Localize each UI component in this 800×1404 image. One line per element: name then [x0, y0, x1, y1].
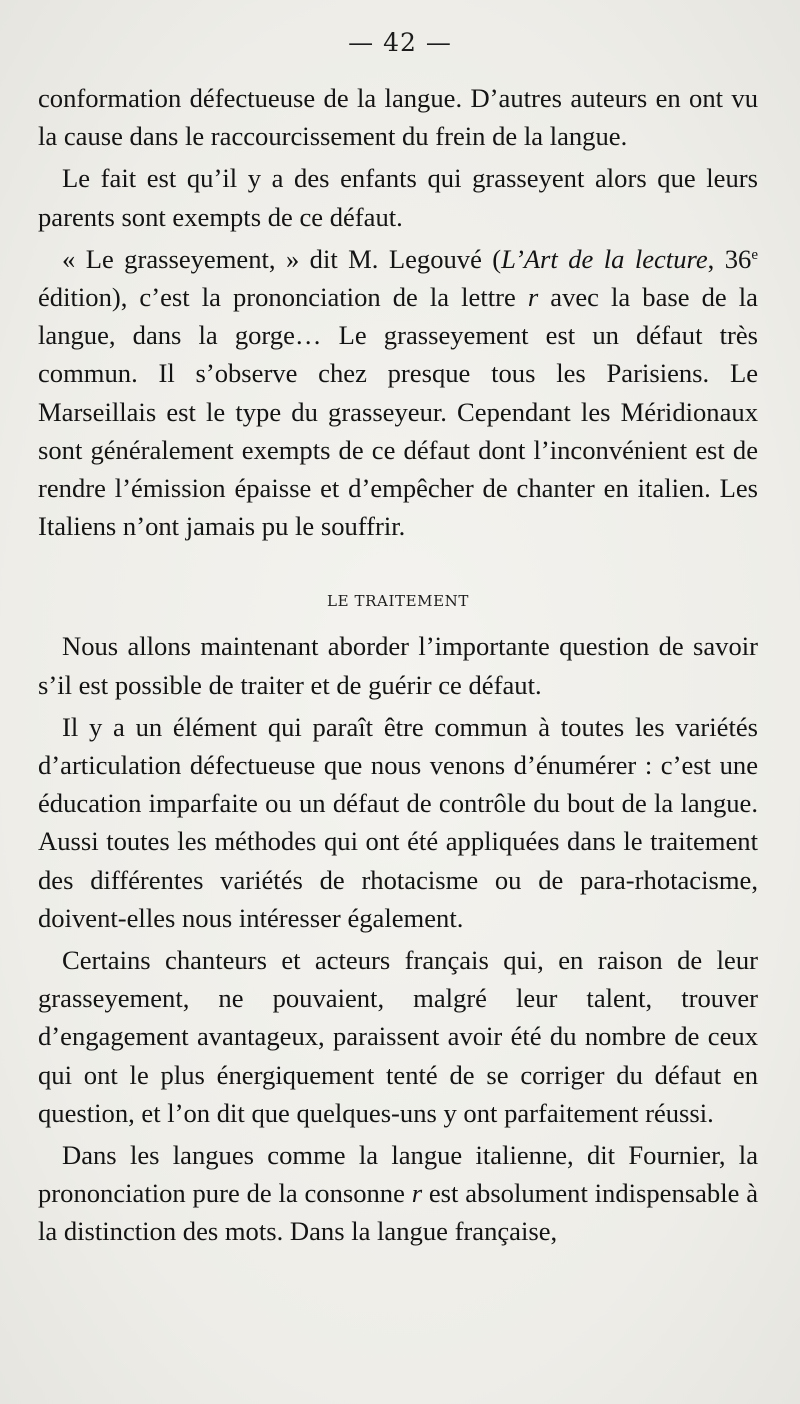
paragraph-text: est absolument indispensable à la distinction des mots. Dans la langue française,: [38, 1178, 759, 1247]
paragraph: Le fait est qu’il y a des enfants qui grasseyent alors que leurs parents sont exempts de ce défaut.: [38, 163, 758, 232]
paragraph-quote: [38, 240, 758, 546]
ordinal-superscript: e: [751, 246, 758, 263]
letter-r: r: [527, 282, 539, 313]
letter-r: r: [411, 1178, 423, 1209]
paragraph: Certains chanteurs et acteurs français qui, en raison de leur grasseyement, ne pouvaient, malgré leur talent, trouver d’engagement avantageux, paraissent avoir été du nombre de ceux qui ont le plus énergiquement tenté de se corriger du défaut en question, et l’on dit que quelques-uns y ont parfaitement réussi.: [38, 945, 758, 1128]
paragraph: Il y a un élément qui paraît être commun à toutes les variétés d’articulation défectueuse que nous venons d’énumérer : c’est une éducation imparfaite ou un défaut de contrôle du bout de la langue. Aussi toutes les méthodes qui ont été appliquées dans le traitement des différentes variétés de rhotacisme ou de para-rhotacisme, doivent-elles nous intéresser également.: [38, 711, 758, 933]
paragraph-text: Dans les langues comme la langue italienne, dit Fournier, la prononciation pure de la consonne: [38, 1140, 758, 1209]
quote-text: « Le grasseyement, » dit M. Legouvé (: [62, 243, 502, 274]
quote-text: avec la base de la langue, dans la gorge… Le grasseyement est un défaut très commun. Il s’observe chez presque tous les Parisiens. Le Marseillais est le type du grasseyeur. Cependant les Méridionaux sont généralement exempts de ce défaut dont l’inconvénient est de rendre l’émission épaisse et d’empêcher de chanter en italien. Les Italiens n’ont jamais pu le souffrir.: [38, 282, 758, 542]
quote-text: , 36: [707, 243, 752, 274]
quote-text: édition), c’est la prononciation de la lettre: [38, 282, 528, 313]
paragraph: Nous allons maintenant aborder l’importante question de savoir s’il est possible de traiter et de guérir ce défaut.: [38, 631, 758, 700]
paragraph: conformation défectueuse de la langue. D’autres auteurs en ont vu la cause dans le raccourcissement du frein de la langue.: [38, 83, 758, 152]
page-number: — 42 —: [348, 28, 452, 57]
section-heading: LE TRAITEMENT: [327, 592, 469, 611]
paragraph: [38, 1136, 758, 1251]
body-text: [38, 79, 758, 1251]
book-title: L’Art de la lecture: [501, 243, 708, 274]
